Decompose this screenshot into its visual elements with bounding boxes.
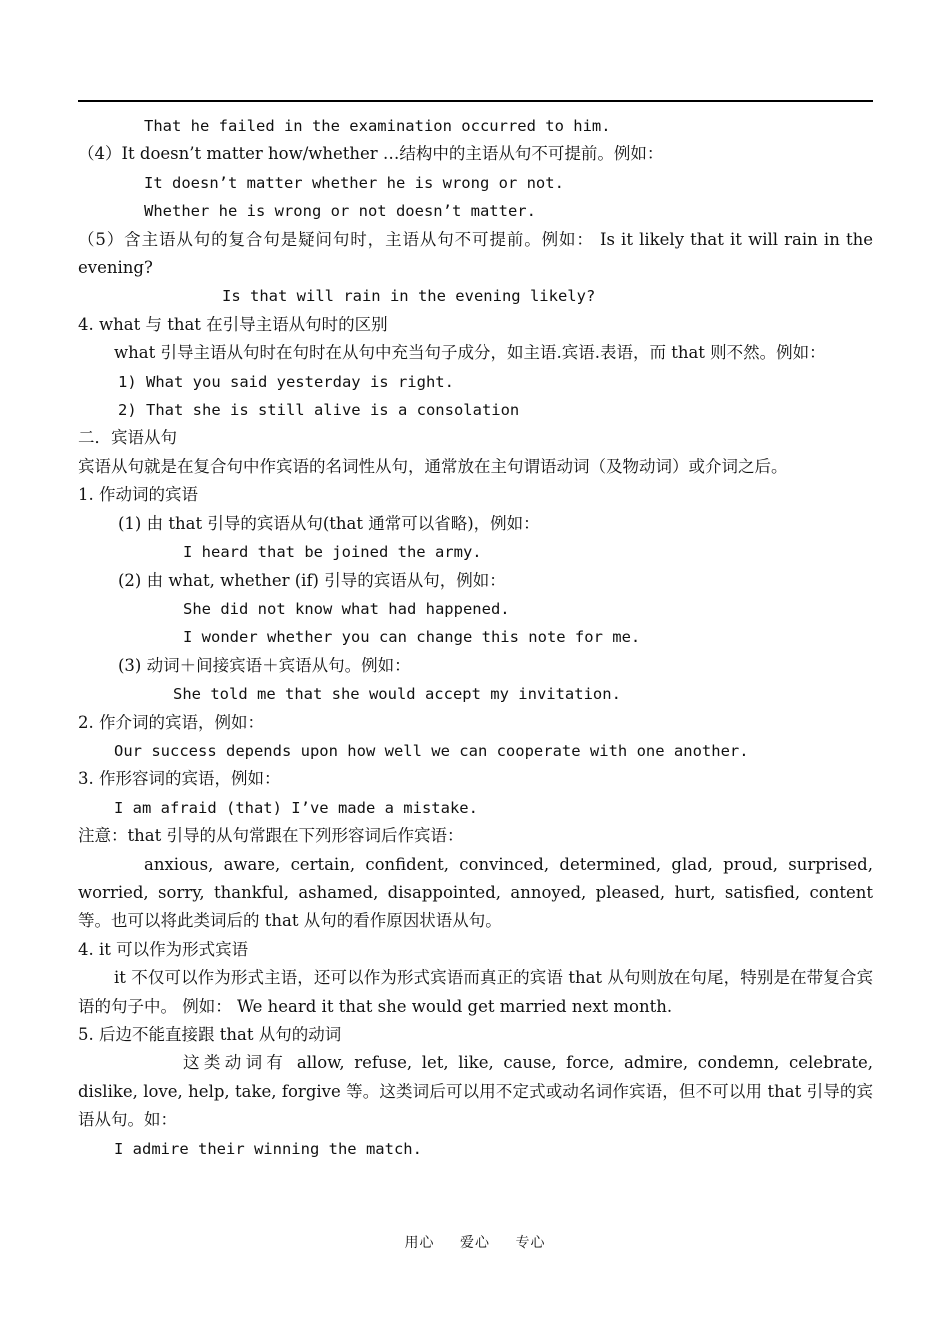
footer-text: 用心 [404,1235,435,1251]
example-sentence: She did not know what had happened. [183,599,510,618]
paragraph: what 引导主语从句时在句时在从句中充当句子成分，如主语.宾语.表语，而 that 则不然。例如： [114,343,826,363]
paragraph: 宾语从句就是在复合句中作宾语的名词性从句，通常放在主句谓语动词（及物动词）或介词之后。 [78,456,788,476]
sub-heading: (1) 由 that 引导的宾语从句(that 通常可以省略)，例如： [118,513,540,533]
verb-list: 这类动词有 allow, refuse, let, like, cause, force, admire, condemn, celebrate, dislike, love, help, take, forgive 等。这类词后可以用不定式或动名词作宾语，但不可以用 that 引导的宾语从句。如： [78,1053,873,1130]
example-sentence: Our success depends upon how well we can cooperate with one another. [114,741,749,760]
example-sentence: She told me that she would accept my invitation. [173,685,621,704]
example-sentence: Whether he is wrong or not doesn’t matter. [144,202,536,221]
note: 注意：that 引导的从句常跟在下列形容词后作宾语： [78,826,464,846]
section-heading: 4. what 与 that 在引导主语从句时的区别 [78,314,388,334]
rule-item-4: （4）It doesn’t matter how/whether …结构中的主语从句不可提前。例如： [78,144,664,164]
footer-text: 专心 [515,1235,546,1251]
example-sentence: I wonder whether you can change this note for me. [183,628,641,647]
section-heading: 4. it 可以作为形式宾语 [78,939,249,959]
section-heading: 5. 后边不能直接跟 that 从句的动词 [78,1025,342,1044]
document-body [78,112,873,1163]
footer-text: 爱心 [460,1235,490,1251]
example-sentence: That he failed in the examination occurred to him. [144,117,611,135]
sub-heading: (2) 由 what, whether (if) 引导的宾语从句，例如： [118,570,506,590]
example-sentence: I admire their winning the match. [114,1139,422,1158]
example-sentence: It doesn’t matter whether he is wrong or not. [144,173,564,192]
example-sentence: 1) What you said yesterday is right. [118,372,454,391]
example-sentence: I am afraid (that) I’ve made a mistake. [114,798,478,817]
section-heading: 3. 作形容词的宾语，例如： [78,769,281,789]
adjective-list: anxious, aware, certain, confident, convinced, determined, glad, proud, surprised, worried, sorry, thankful, ashamed, disappointed, annoyed, pleased, hurt, satisfied, content 等。也可以将此类词后的 that 从句的看作原因状语从句。 [78,854,873,931]
paragraph: it 不仅可以作为形式主语，还可以作为形式宾语而真正的宾语 that 从句则放在句尾，特别是在带复合宾语的句子中。 例如： We heard it that she would get married next month. [78,968,873,1016]
example-sentence: I heard that be joined the army. [183,543,482,562]
section-heading: 2. 作介词的宾语，例如： [78,712,264,732]
example-sentence: Is that will rain in the evening likely? [222,287,596,306]
page-footer [0,1232,950,1252]
header-rule [78,100,873,102]
example-sentence: 2) That she is still alive is a consolation [118,401,520,420]
chapter-heading: 二．宾语从句 [78,428,177,448]
section-heading: 1. 作动词的宾语 [78,485,198,505]
sub-heading: (3) 动词＋间接宾语＋宾语从句。例如： [118,655,411,675]
rule-item-5: （5）含主语从句的复合句是疑问句时，主语从句不可提前。例如： Is it likely that it will rain in the evening? [78,229,873,278]
